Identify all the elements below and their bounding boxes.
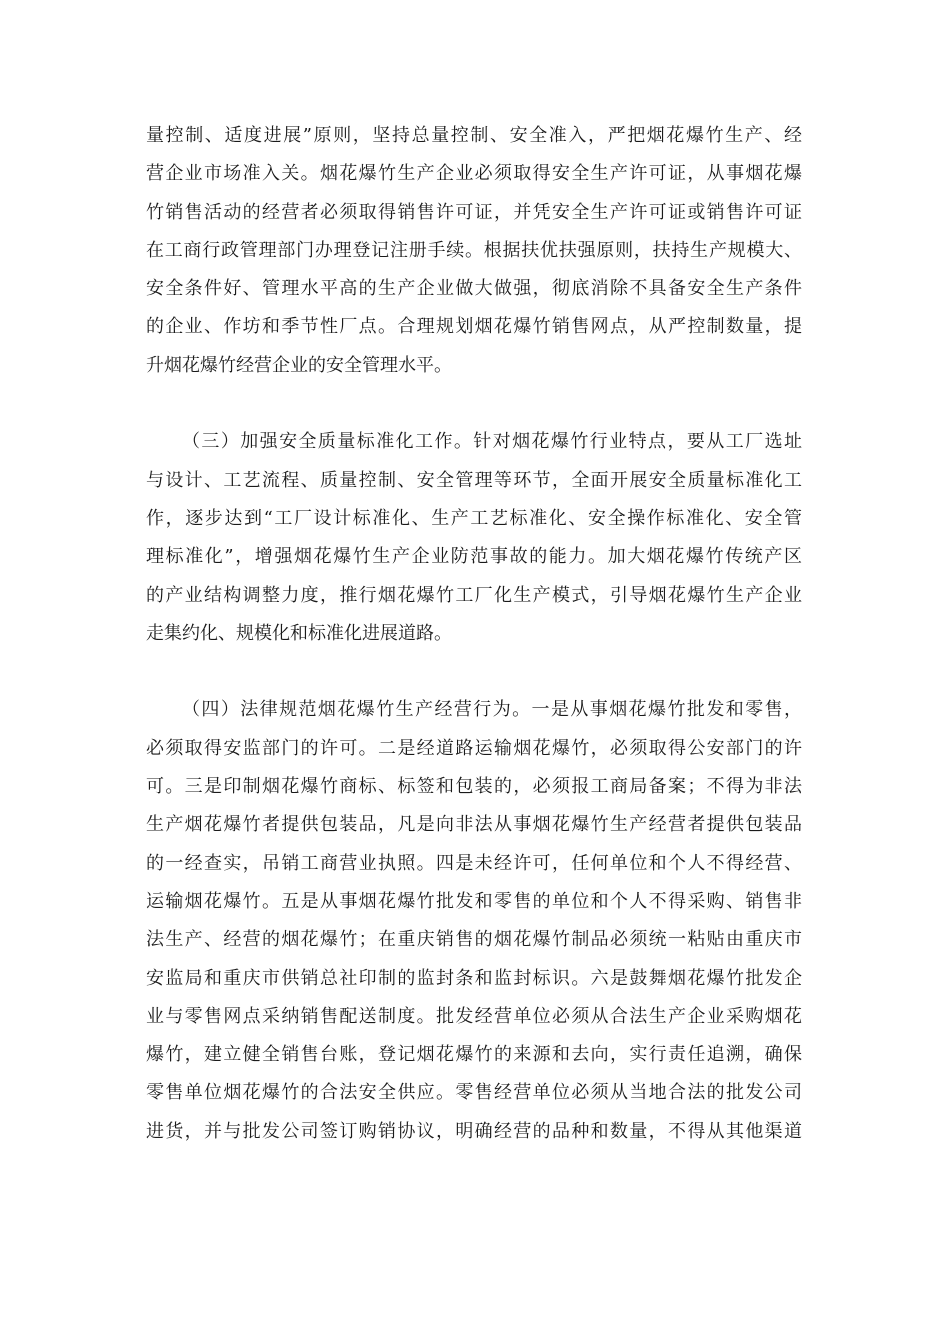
text-line: 升烟花爆竹经营企业的安全管理水平。 <box>146 354 452 376</box>
text-line: 理标准化”，增强烟花爆竹生产企业防范事故的能力。加大烟花爆竹传统产区 <box>146 546 802 568</box>
document-body <box>146 117 802 1151</box>
text-line: 作，逐步达到“工厂设计标准化、生产工艺标准化、安全操作标准化、安全管 <box>146 507 802 529</box>
text-line: 可。三是印制烟花爆竹商标、标签和包装的，必须报工商局备案；不得为非法 <box>146 776 802 798</box>
text-line: 营企业市场准入关。烟花爆竹生产企业必须取得安全生产许可证，从事烟花爆 <box>146 163 802 185</box>
text-line: 安监局和重庆市供销总社印制的监封条和监封标识。六是鼓舞烟花爆竹批发企 <box>146 967 802 989</box>
text-line: 走集约化、规模化和标准化进展道路。 <box>146 622 452 644</box>
text-line: （三）加强安全质量标准化工作。针对烟花爆竹行业特点，要从工厂选址 <box>182 431 802 453</box>
text-line: 爆竹，建立健全销售台账，登记烟花爆竹的来源和去向，实行责任追溯，确保 <box>146 1044 802 1066</box>
text-line: 运输烟花爆竹。五是从事烟花爆竹批发和零售的单位和个人不得采购、销售非 <box>146 890 802 912</box>
text-line: 必须取得安监部门的许可。二是经道路运输烟花爆竹，必须取得公安部门的许 <box>146 737 802 759</box>
text-line: （四）法律规范烟花爆竹生产经营行为。一是从事烟花爆竹批发和零售， <box>182 699 802 721</box>
text-line: 进货，并与批发公司签订购销协议，明确经营的品种和数量，不得从其他渠道 <box>146 1120 802 1142</box>
paragraph-spacer <box>146 653 802 691</box>
text-line: 生产烟花爆竹者提供包装品，凡是向非法从事烟花爆竹生产经营者提供包装品 <box>146 814 802 836</box>
paragraph-standardization <box>146 423 802 653</box>
text-line: 竹销售活动的经营者必须取得销售许可证，并凭安全生产许可证或销售许可证 <box>146 201 802 223</box>
text-line: 的一经查实，吊销工商营业执照。四是未经许可，任何单位和个人不得经营、 <box>146 852 802 874</box>
paragraph-legal-regulation <box>146 691 802 1151</box>
text-line: 法生产、经营的烟花爆竹；在重庆销售的烟花爆竹制品必须统一粘贴由重庆市 <box>146 929 802 951</box>
text-line: 量控制、适度进展”原则，坚持总量控制、安全准入，严把烟花爆竹生产、经 <box>146 125 802 146</box>
text-line: 与设计、工艺流程、质量控制、安全管理等环节，全面开展安全质量标准化工 <box>146 469 802 491</box>
text-line: 安全条件好、管理水平高的生产企业做大做强，彻底消除不具备安全生产条件 <box>146 278 802 300</box>
text-line: 的企业、作坊和季节性厂点。合理规划烟花爆竹销售网点，从严控制数量，提 <box>146 316 802 338</box>
paragraph-spacer <box>146 385 802 423</box>
text-line: 在工商行政管理部门办理登记注册手续。根据扶优扶强原则，扶持生产规模大、 <box>146 239 802 261</box>
text-line: 的产业结构调整力度，推行烟花爆竹工厂化生产模式，引导烟花爆竹生产企业 <box>146 584 802 606</box>
text-line: 业与零售网点采纳销售配送制度。批发经营单位必须从合法生产企业采购烟花 <box>146 1005 802 1027</box>
text-line: 零售单位烟花爆竹的合法安全供应。零售经营单位必须从当地合法的批发公司 <box>146 1082 802 1104</box>
paragraph-quantity-control <box>146 117 802 385</box>
